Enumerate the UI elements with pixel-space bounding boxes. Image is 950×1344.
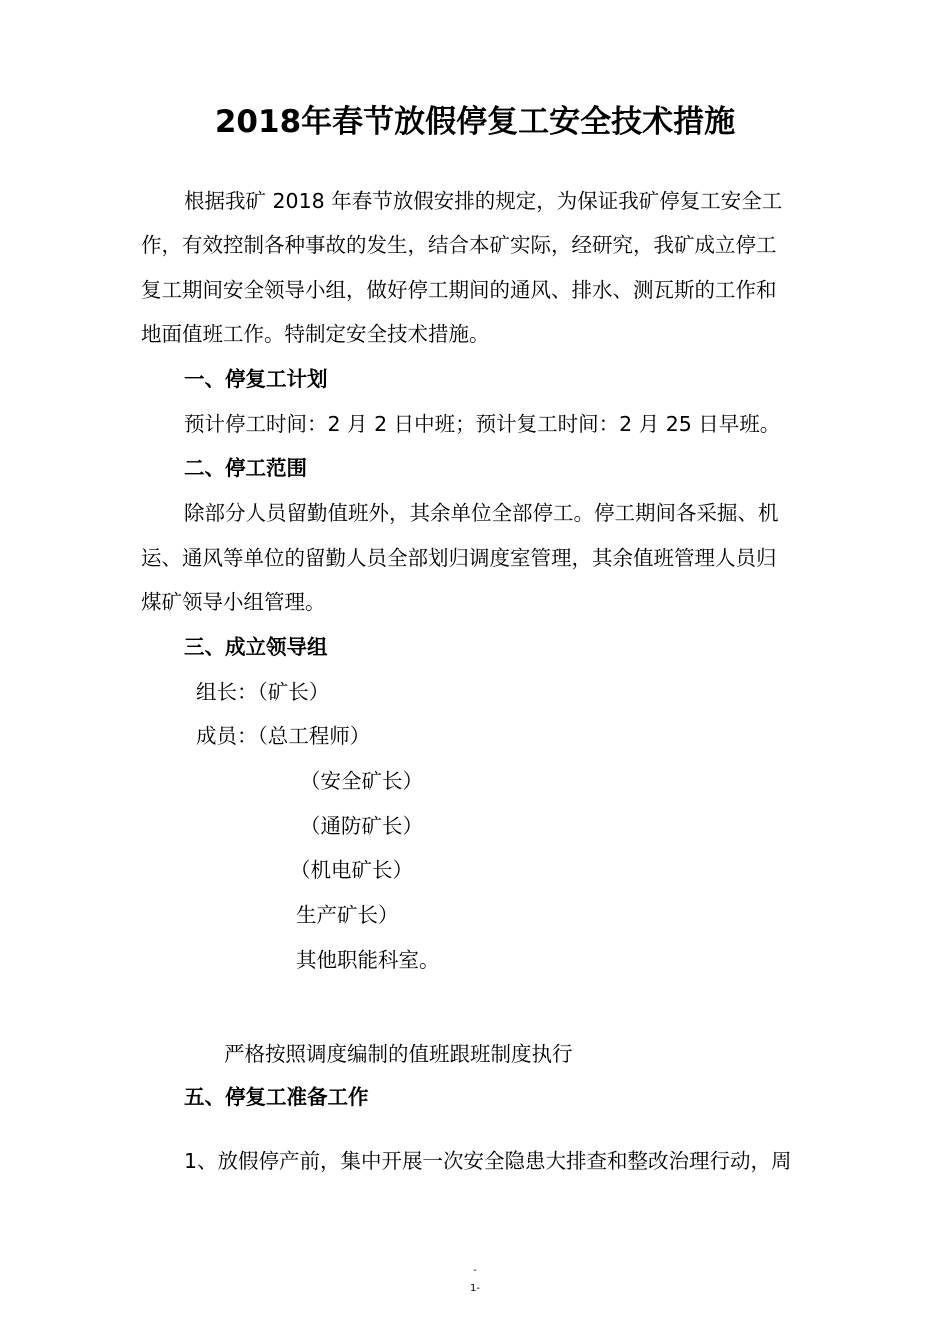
intro-line-2: 作，有效控制各种事故的发生，结合本矿实际，经研究，我矿成立停工 <box>141 233 777 257</box>
group-member-2: （安全矿长） <box>300 769 423 793</box>
intro-line-3: 复工期间安全领导小组，做好停工期间的通风、排水、测瓦斯的工作和 <box>141 278 777 302</box>
section-2-line-2: 运、通风等单位的留勤人员全部划归调度室管理，其余值班管理人员归 <box>141 546 777 570</box>
group-member-3: （通防矿长） <box>300 814 423 838</box>
section-2-line-1: 除部分人员留勤值班外，其余单位全部停工。停工期间各采掘、机 <box>184 501 779 525</box>
footer-dash: - <box>473 1265 477 1276</box>
section-1-heading: 一、停复工计划 <box>184 367 328 391</box>
section-2-line-3: 煤矿领导小组管理。 <box>141 590 326 614</box>
page-number: 1- <box>470 1283 480 1294</box>
intro-line-4: 地面值班工作。特制定安全技术措施。 <box>141 322 490 346</box>
section-3-heading: 三、成立领导组 <box>184 635 328 659</box>
group-leader: 组长：（矿长） <box>196 680 330 704</box>
section-5-item-1: 1、放假停产前，集中开展一次安全隐患大排查和整改治理行动，周 <box>184 1149 792 1173</box>
group-member-1: 成员：（总工程师） <box>196 724 371 748</box>
document-title: 2018年春节放假停复工安全技术措施 <box>214 104 736 140</box>
intro-line-1: 根据我矿 2018 年春节放假安排的规定，为保证我矿停复工安全工 <box>184 189 783 213</box>
group-member-4: （机电矿长） <box>290 858 413 882</box>
section-2-heading: 二、停工范围 <box>184 456 307 480</box>
section-1-text: 预计停工时间：2 月 2 日中班；预计复工时间：2 月 25 日早班。 <box>184 412 781 436</box>
group-member-6: 其他职能科室。 <box>296 948 440 972</box>
group-member-5: 生产矿长） <box>296 903 399 927</box>
duty-note: 严格按照调度编制的值班跟班制度执行 <box>224 1042 573 1066</box>
section-5-heading: 五、停复工准备工作 <box>184 1085 369 1109</box>
